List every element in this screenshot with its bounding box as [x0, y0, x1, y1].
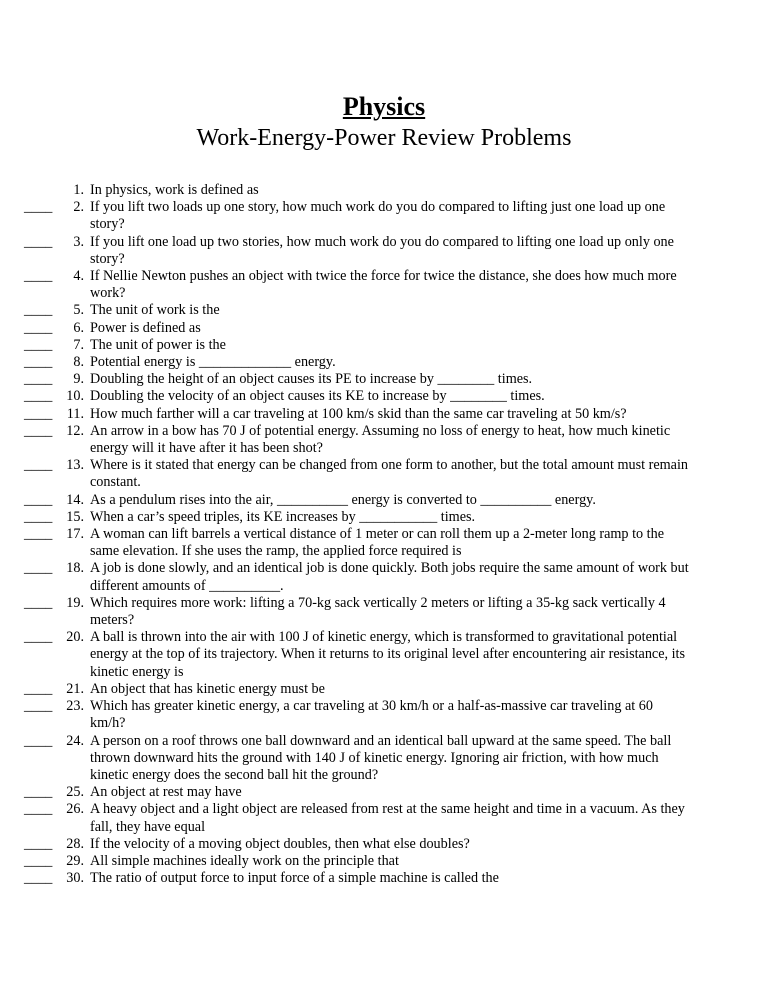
answer-blank: ____	[24, 594, 53, 611]
answer-blank: ____	[24, 526, 53, 543]
question-text: If you lift one load up two stories, how much work do you do compared to lifting one load up only one story?	[90, 233, 674, 267]
question-item	[0, 337, 768, 354]
question-text: Doubling the height of an object causes its PE to increase by ________ times.	[90, 371, 533, 388]
answer-blank: ____	[24, 405, 53, 422]
question-text: The unit of power is the	[90, 336, 226, 353]
question-number: 1.	[73, 182, 84, 198]
question-item	[0, 302, 768, 319]
answer-blank: ____	[24, 801, 53, 818]
question-item	[0, 199, 768, 233]
question-text: If you lift two loads up one story, how much work do you do compared to lifting just one load up one story?	[90, 199, 666, 233]
question-item	[0, 681, 768, 698]
question-text: When a car’s speed triples, its KE increases by ___________ times.	[90, 508, 476, 525]
question-text: A ball is thrown into the air with 100 J of kinetic energy, which is transformed to gravitational potential energy at the top of its trajectory. When it returns to its original level after encountering air resistance, its kinetic energy is	[90, 629, 686, 680]
question-item	[0, 698, 768, 732]
question-item	[0, 870, 768, 887]
question-number: 11.	[66, 405, 84, 422]
question-text: Where is it stated that energy can be changed from one form to another, but the total amount must remain constant.	[90, 457, 689, 491]
question-text: Which has greater kinetic energy, a car traveling at 30 km/h or a half-as-massive car traveling at 60 km/h?	[90, 698, 653, 732]
answer-blank: ____	[24, 268, 53, 285]
question-item	[0, 354, 768, 371]
question-number: 28.	[66, 835, 84, 852]
question-number: 8.	[73, 354, 84, 371]
answer-blank: ____	[24, 354, 53, 371]
answer-blank: ____	[24, 336, 53, 353]
question-item	[0, 526, 768, 560]
question-text: Which requires more work: lifting a 70-kg sack vertically 2 meters or lifting a 35-kg sack vertically 4 meters?	[90, 594, 666, 629]
question-item	[0, 388, 768, 405]
question-item	[0, 457, 768, 491]
question-text: As a pendulum rises into the air, __________ energy is converted to __________ energy.	[90, 491, 596, 508]
answer-blank: ____	[24, 732, 53, 749]
question-text: The unit of work is the	[90, 302, 220, 319]
answer-blank: ____	[24, 302, 53, 319]
question-text: An arrow in a bow has 70 J of potential energy. Assuming no loss of energy to heat, how much kinetic energy will it have after it has been shot?	[90, 422, 671, 457]
question-item	[0, 509, 768, 526]
question-number: 9.	[73, 371, 84, 388]
question-text: If Nellie Newton pushes an object with twice the force for twice the distance, she does how much more work?	[90, 268, 677, 302]
question-number: 14.	[66, 491, 84, 508]
question-number: 21.	[66, 680, 84, 697]
question-list	[0, 182, 768, 887]
question-number: 19.	[66, 594, 84, 611]
answer-blank: ____	[24, 852, 53, 869]
answer-blank: ____	[24, 388, 53, 405]
answer-blank: ____	[24, 422, 53, 439]
question-text: If the velocity of a moving object doubles, then what else doubles?	[90, 835, 470, 852]
answer-blank: ____	[24, 698, 53, 715]
answer-blank: ____	[24, 560, 53, 577]
answer-blank: ____	[24, 319, 53, 336]
question-text: All simple machines ideally work on the principle that	[90, 852, 399, 869]
question-number: 10.	[66, 388, 84, 405]
question-item	[0, 234, 768, 268]
answer-blank: ____	[24, 870, 53, 887]
question-text: The ratio of output force to input force of a simple machine is called the	[90, 870, 499, 887]
question-text: How much farther will a car traveling at 100 km/s skid than the same car traveling at 50 km/s?	[90, 405, 627, 422]
question-text: A heavy object and a light object are released from rest at the same height and time in a vacuum. As they fall, they have equal	[90, 801, 685, 835]
question-text: Power is defined as	[90, 319, 201, 336]
question-number: 2.	[73, 199, 84, 216]
question-text: Potential energy is _____________ energy.	[90, 354, 336, 371]
question-number: 29.	[66, 852, 84, 869]
question-text: An object at rest may have	[90, 784, 242, 801]
answer-blank: ____	[24, 835, 53, 852]
answer-blank: ____	[24, 680, 53, 697]
question-item	[0, 784, 768, 801]
answer-blank: ____	[24, 629, 53, 646]
question-number: 26.	[66, 801, 84, 818]
question-number: 23.	[66, 698, 84, 715]
question-number: 20.	[66, 629, 84, 646]
page-subtitle: Work-Energy-Power Review Problems	[196, 125, 572, 151]
question-number: 13.	[66, 457, 84, 474]
question-item	[0, 423, 768, 457]
answer-blank: ____	[24, 371, 53, 388]
question-item	[0, 182, 768, 199]
question-number: 24.	[66, 732, 84, 749]
answer-blank: ____	[24, 199, 53, 216]
question-number: 7.	[73, 336, 84, 353]
question-text: A person on a roof throws one ball downward and an identical ball upward at the same speed. The ball thrown downward hits the ground with 140 J of kinetic energy. Ignoring air friction, with how much kinetic energy does the second ball hit the ground?	[90, 732, 672, 783]
question-number: 18.	[66, 560, 84, 577]
question-item	[0, 320, 768, 337]
question-item	[0, 595, 768, 629]
question-item	[0, 492, 768, 509]
question-item	[0, 836, 768, 853]
question-item	[0, 853, 768, 870]
question-number: 4.	[73, 268, 84, 285]
question-number: 30.	[66, 870, 84, 887]
question-number: 17.	[66, 526, 84, 543]
question-item	[0, 406, 768, 423]
question-text: In physics, work is defined as	[90, 182, 259, 198]
question-item	[0, 268, 768, 302]
page-title: Physics	[342, 92, 426, 121]
question-number: 5.	[73, 302, 84, 319]
question-item	[0, 629, 768, 681]
question-number: 25.	[66, 784, 84, 801]
question-number: 3.	[73, 233, 84, 250]
question-number: 12.	[66, 422, 84, 439]
answer-blank: ____	[24, 491, 53, 508]
question-text: An object that has kinetic energy must be	[90, 680, 325, 697]
question-item	[0, 801, 768, 835]
answer-blank: ____	[24, 233, 53, 250]
question-number: 6.	[73, 319, 84, 336]
question-item	[0, 371, 768, 388]
question-text: A job is done slowly, and an identical job is done quickly. Both jobs require the same amount of work but different amounts of __________.	[90, 560, 689, 594]
question-number: 15.	[66, 508, 84, 525]
question-item	[0, 560, 768, 594]
question-text: Doubling the velocity of an object causes its KE to increase by ________ times.	[90, 388, 545, 405]
answer-blank: ____	[24, 784, 53, 801]
answer-blank: ____	[24, 457, 53, 474]
question-text: A woman can lift barrels a vertical distance of 1 meter or can roll them up a 2-meter long ramp to the same elevation. If she uses the ramp, the applied force required is	[90, 526, 664, 560]
question-item	[0, 733, 768, 785]
answer-blank: ____	[24, 508, 53, 525]
